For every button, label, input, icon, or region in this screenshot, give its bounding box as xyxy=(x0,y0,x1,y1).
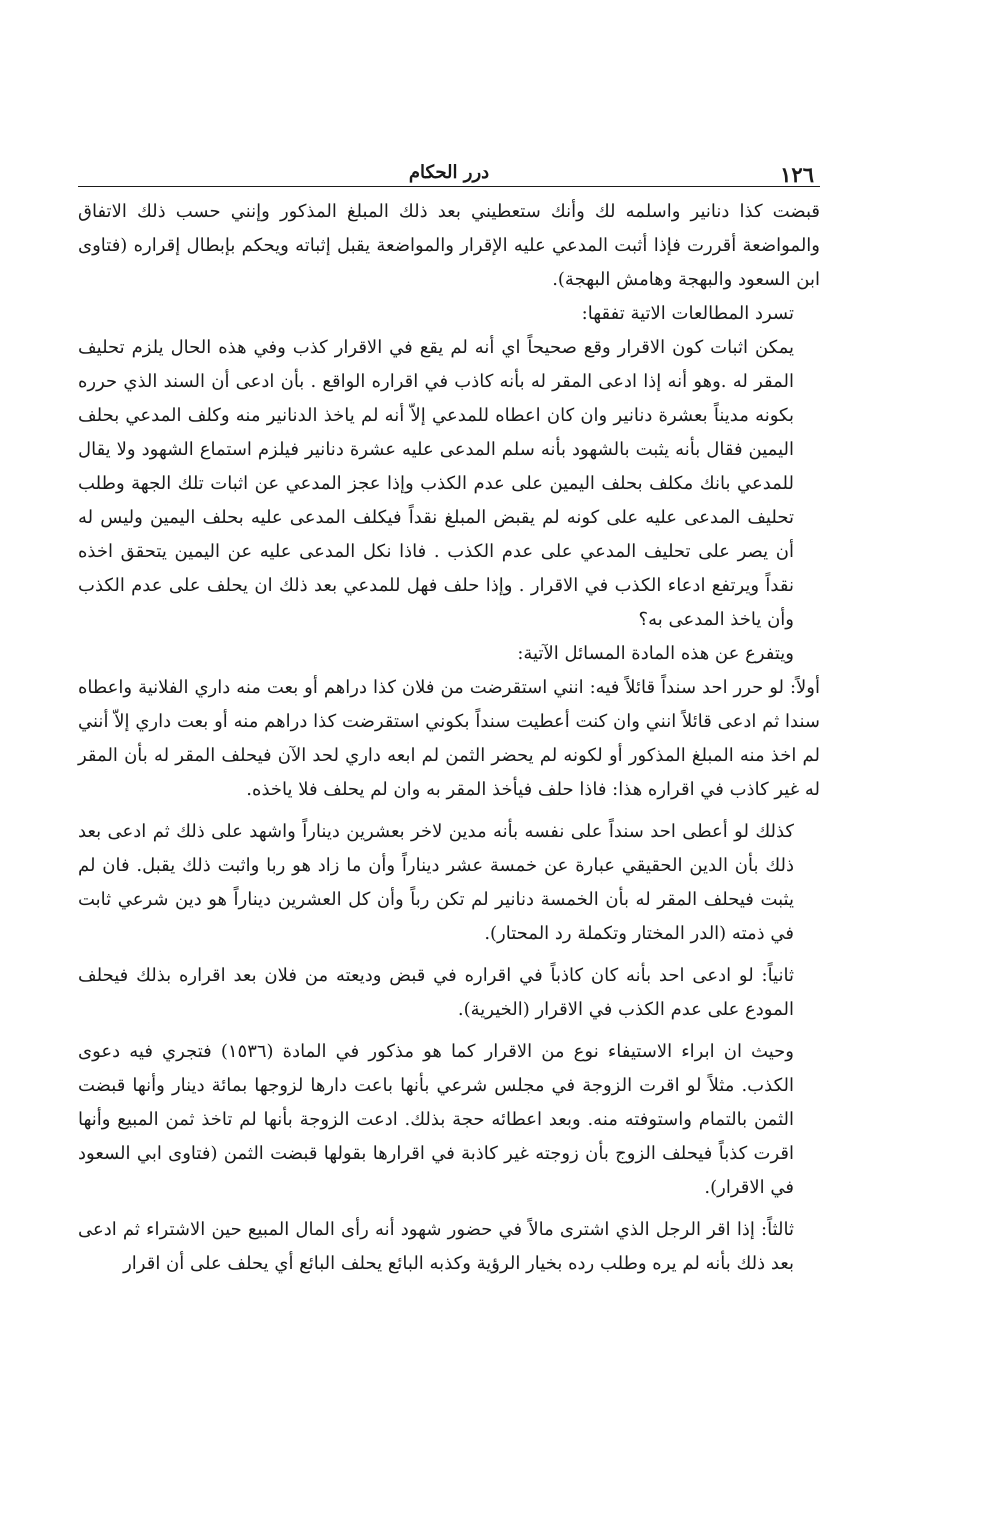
document-page xyxy=(78,140,820,1281)
paragraph: أولاً: لو حرر احد سنداً قائلاً فيه: انني استقرضت من فلان كذا دراهم أو بعت منه داري الفلانية واعطاه سندا ثم ادعى قائلاً انني وان كنت أعطيت سنداً بكوني استقرضت كذا دراهم منه أو بعت داري إلاّ أنني لم اخذ منه المبلغ المذكور أو لكونه لم يحضر الثمن لم ابعه داري لحد الآن فيحلف المقر له بأن المقر له غير كاذب في اقراره هذا: فاذا حلف فيأخذ المقر به وان لم يحلف فلا ياخذه. xyxy=(78,677,821,800)
paragraph: قبضت كذا دنانير واسلمه لك وأنك ستعطيني بعد ذلك المبلغ المذكور وإنني حسب ذلك الاتفاق والمواضعة أقررت فإذا أثبت المدعي عليه الإقرار والمواضعة يقبل إثباته ويحكم بإبطال إقراره (فتاوى ابن السعود والبهجة وهامش البهجة). xyxy=(78,201,820,290)
paragraph: وحيث ان ابراء الاستيفاء نوع من الاقرار كما هو مذكور في المادة (١٥٣٦) فتجري فيه دعوى الكذب. مثلاً لو اقرت الزوجة في مجلس شرعي بأنها باعت دارها لزوجها بمائة دينار وأنها قبضت الثمن بالتمام واستوفته منه. وبعد اعطائه حجة بذلك. ادعت الزوجة بأنها لم تاخذ ثمن المبيع وأنها اقرت كذباً فيحلف الزوج بأن زوجته غير كاذبة في اقرارها بقولها قبضت الثمن (فتاوى ابي السعود في الاقرار). xyxy=(78,1041,794,1198)
running-title: درر الحكام xyxy=(408,162,490,183)
page-header xyxy=(78,140,820,187)
paragraph: يمكن اثبات كون الاقرار وقع صحيحاً اي أنه لم يقع في الاقرار كذب وفي هذه الحال يلزم تحليف المقر له .وهو أنه إذا ادعى المقر له بأنه كاذب في اقراره الواقع . بأن ادعى أن السند الذي حرره بكونه مديناً بعشرة دنانير وان كان اعطاه للمدعي إلاّ أنه لم ياخذ الدنانير منه وكلف المدعي بحلف اليمين فقال بأنه يثبت بالشهود بأنه سلم المدعى عليه عشرة دنانير فيلزم استماع الشهود ولا يقال للمدعي بانك مكلف بحلف اليمين على عدم الكذب وإذا عجز المدعي عن اثبات تلك الجهة وطلب تحليف المدعى عليه على كونه لم يقبض المبلغ نقداً فيكلف المدعى عليه بحلف اليمين وليس له أن يصر على تحليف المدعي على عدم الكذب . فاذا نكل المدعى عليه عن اليمين يتحقق اخذه نقداً ويرتفع ادعاء الكذب في الاقرار . وإذا حلف فهل للمدعي بعد ذلك ان يحلف على عدم الكذب وأن ياخذ المدعى به؟ xyxy=(78,337,795,630)
subheading: ويتفرع عن هذه المادة المسائل الآتية: xyxy=(517,643,794,664)
body-text xyxy=(78,195,820,1281)
paragraph: ثالثاً: إذا اقر الرجل الذي اشترى مالاً في حضور شهود أنه رأى المال المبيع حين الاشتراء ثم ادعى بعد ذلك بأنه لم يره وطلب رده بخيار الرؤية وكذبه البائع يحلف البائع أي يحلف على أن اقرار xyxy=(78,1219,794,1274)
paragraph: ثانياً: لو ادعى احد بأنه كان كاذباً في اقراره في قبض وديعته من فلان بعد اقراره بذلك فيحلف المودع على عدم الكذب في الاقرار (الخيرية). xyxy=(78,965,794,1020)
subheading: تسرد المطالعات الاتية تفقها: xyxy=(581,303,794,324)
page-number: ١٢٦ xyxy=(780,162,814,187)
paragraph: كذلك لو أعطى احد سنداً على نفسه بأنه مدين لاخر بعشرين ديناراً واشهد على ذلك ثم ادعى بعد ذلك بأن الدين الحقيقي عبارة عن خمسة عشر ديناراً وأن ما زاد هو ربا واثبت ذلك يقبل. فان لم يثبت فيحلف المقر له بأن الخمسة دنانير لم تكن رباً وأن كل العشرين ديناراً هو دين شرعي ثابت في ذمته (الدر المختار وتكملة رد المحتار). xyxy=(78,821,794,944)
